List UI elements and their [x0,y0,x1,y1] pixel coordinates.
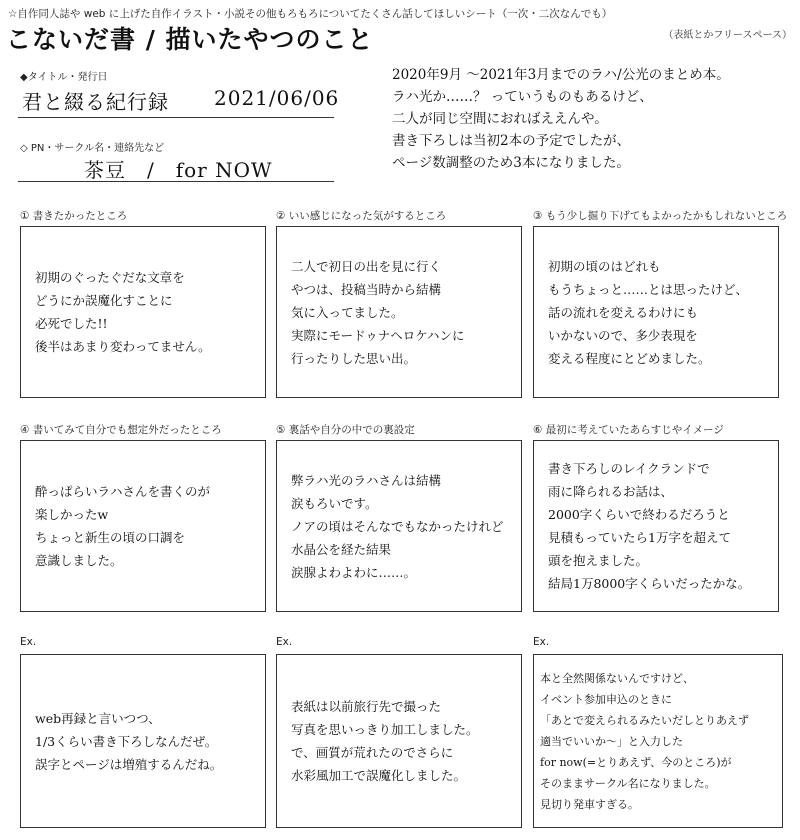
section-3-box [533,226,779,398]
section-2-line: やつは、投稿当時から結構 [291,281,442,297]
pen-name: 茶豆 / for NOW [84,158,273,182]
section-6-label: ⑥ 最初に考えていたあらすじやイメージ [533,424,724,436]
section-4-line: 意識しました。 [35,553,123,568]
extra-2-box [276,654,522,828]
extra-1-line: 1/3くらい書き下ろしなんだぜ。 [35,733,218,749]
extra-3-label: Ex. [533,636,550,648]
extra-3-line: 本と全然関係ないんですけど、 [540,671,694,685]
section-4-box [20,440,266,612]
section-6-line: 結局1万8000字くらいだったかな。 [548,576,751,591]
section-1-line: 必死でした!! [35,316,108,331]
section-3-line: 初期の頃のはどれも [548,258,661,274]
extra-3-line: 適当でいいか～」と入力した [540,734,683,748]
work-title: 君と綴る紀行録 [22,90,169,114]
section-2-line: 行ったりした思い出。 [291,350,417,366]
extra-2-line: 表紙は以前旅行先で撮った [291,699,442,714]
section-6-line: 雨に降られるお話は、 [548,484,674,499]
section-5-line: 涙腺よわよわに……。 [291,564,417,580]
extra-3-line: イベント参加申込のときに [540,692,672,706]
work-date: 2021/06/06 [214,86,340,110]
extra-3-line: そのままサークル名になりました。 [540,776,716,790]
extra-1-line: 誤字とページは増殖するんだね。 [35,756,223,772]
section-3-label: ③ もう少し掘り下げてもよかったかもしれないところ [533,210,788,222]
section-4-label: ④ 書いてみて自分でも想定外だったところ [20,424,222,436]
free-space-text [392,64,792,174]
section-5-line: 水晶公を経た結果 [291,541,392,557]
section-6-line: 頭を抱えました。 [548,553,649,568]
extra-2-line: 写真を思いっきり加工しました。 [291,722,479,737]
extra-1-label: Ex. [20,636,37,648]
sheet-title: こないだ書 / 描いたやつのこと [6,25,374,54]
sheet-subtitle: ☆自作同人誌や web に上げた自作イラスト・小説その他もろもろについてたくさん話してほしいシート（一次・二次なんでも） [8,8,613,20]
section-5-line: 弊ラハ光のラハさんは結構 [291,472,442,488]
extra-1-line: web再録と言いつつ、 [35,710,161,726]
section-5-box [276,440,522,612]
section-5-label: ⑤ 裏話や自分の中での裏設定 [276,424,415,436]
section-1-line: 初期のぐったぐだな文章を [35,270,185,285]
section-2-line: 二人で初日の出を見に行く [291,258,442,274]
section-2-line: 気に入ってました。 [291,304,404,320]
title-field-label: ◆タイトル・発行日 [20,72,108,83]
extra-3-line: for now(=とりあえず、今のところ)が [540,755,732,769]
section-6-box [533,440,779,612]
section-1-label: ① 書きたかったところ [20,210,128,222]
extra-2-label: Ex. [276,636,293,648]
extra-3-line: 見切り発車すぎる。 [540,797,639,811]
pn-field-label: ◇ PN・サークル名・連絡先など [20,143,165,154]
title-underline [18,117,334,118]
section-4-line: 酔っぱらいラハさんを書くのが [35,484,211,499]
free-space-line: 二人が同じ空間におればええんや。 [392,111,608,127]
pn-underline [18,181,334,182]
free-space-line: ページ数調整のため3本になりました。 [392,155,630,171]
section-6-line: 2000字くらいで終わるだろうと [548,507,730,522]
extra-3-box [533,654,783,828]
free-space-line: 書き下ろしは当初2本の予定でしたが、 [392,133,631,149]
free-space-line: ラハ光か……？ っていうものもあるけど、 [392,89,653,105]
section-2-label: ② いい感じになった気がするところ [276,210,447,222]
section-4-line: 楽しかったw [35,507,109,522]
section-1-line: 後半はあまり変わってません。 [35,339,211,354]
section-2-box [276,226,522,398]
free-space-line: 2020年9月 ～2021年3月までのラハ/公光のまとめ本。 [392,67,730,83]
cover-note: （表紙とかフリースペース） [663,30,792,41]
extra-1-box [20,654,266,828]
section-3-line: 話の流れを変えるわけにも [548,304,699,320]
section-2-line: 実際にモードゥナヘロケハンに [291,327,465,343]
section-3-line: 変える程度にとどめました。 [548,350,711,366]
extra-2-line: 水彩風加工で誤魔化しました。 [291,768,467,783]
section-1-line: どうにか誤魔化すことに [35,293,173,308]
section-1-box [20,226,266,398]
extra-2-line: で、画質が荒れたのでさらに [291,745,454,760]
section-5-line: ノアの頃はそんなでもなかったけれど [291,518,504,534]
section-4-line: ちょっと新生の頃の口調を [35,530,186,545]
section-6-line: 書き下ろしのレイクランドで [548,461,710,476]
section-3-line: もうちょっと……とは思ったけど、 [548,281,749,297]
extra-3-line: 「あとで変えられるみたいだしとりあえず [540,713,749,727]
section-5-line: 涙もろいです。 [291,495,378,511]
section-6-line: 見積もっていたら1万字を超えて [548,530,731,545]
section-3-line: いかないので、多少表現を [548,327,698,343]
